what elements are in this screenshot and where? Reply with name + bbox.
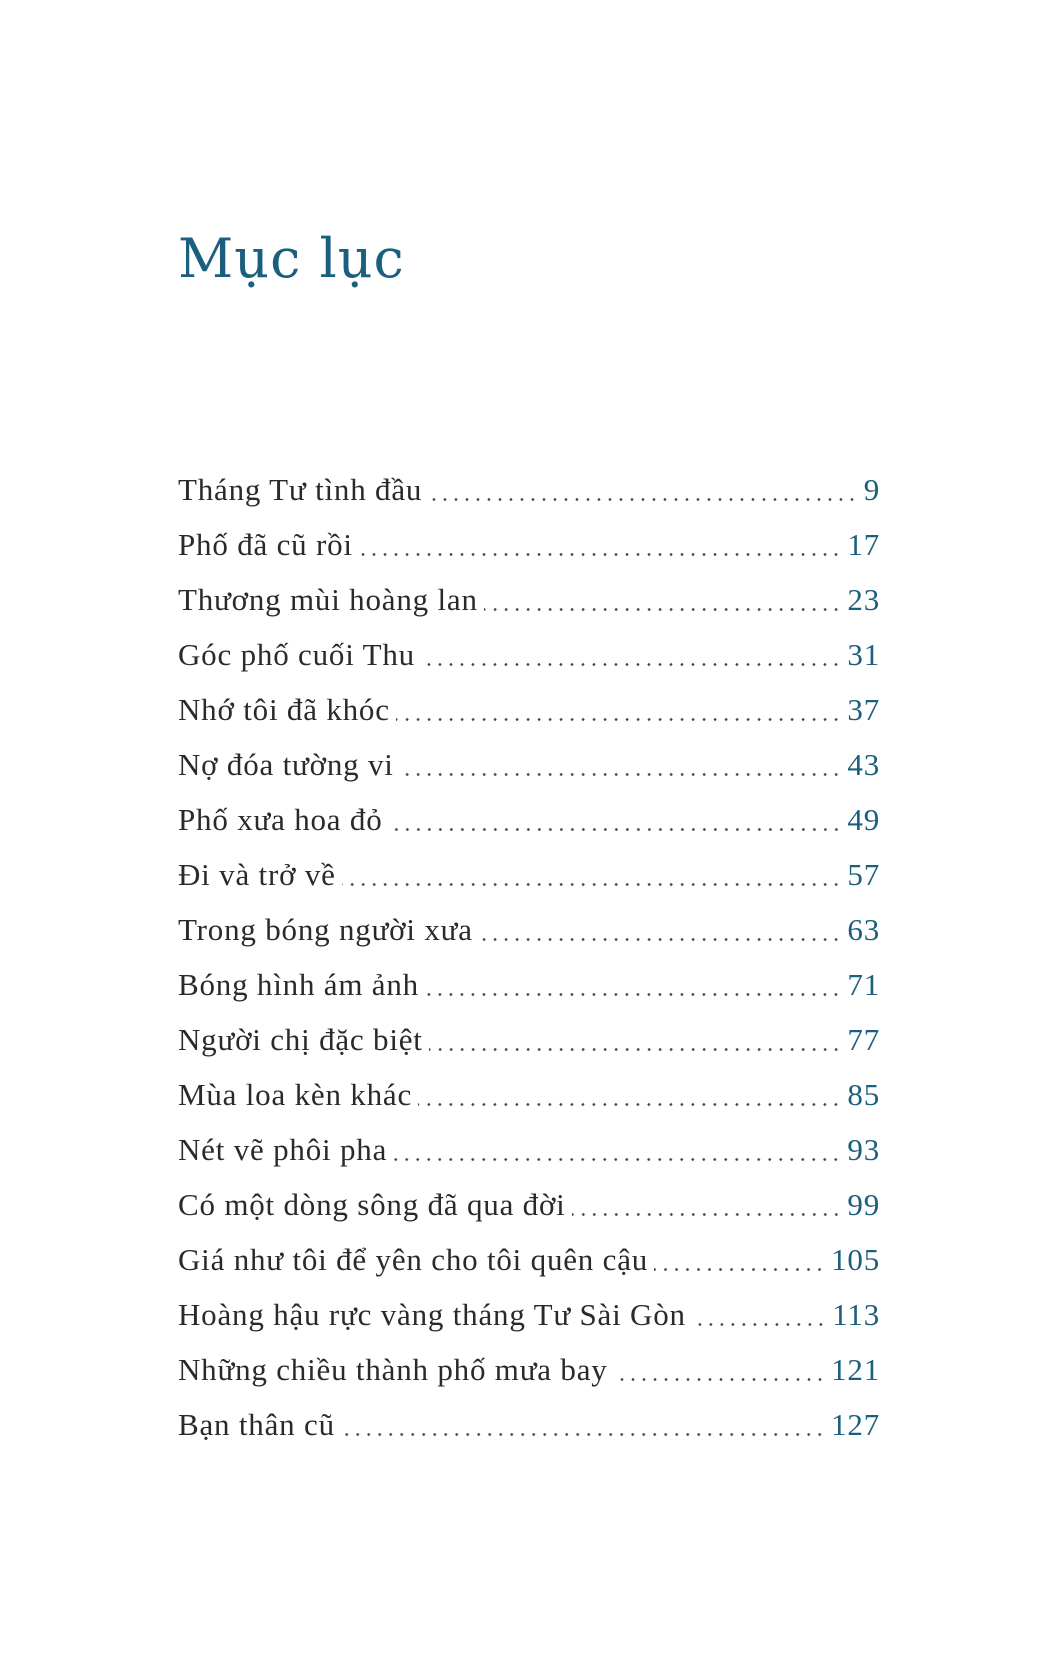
toc-entry (178, 462, 880, 517)
dot-leader (479, 939, 842, 940)
toc-entry (178, 1342, 880, 1397)
toc-entry (178, 957, 880, 1012)
toc-entry (178, 792, 880, 847)
toc-entry-title: Nhớ tôi đã khóc (178, 692, 390, 727)
toc-entry (178, 847, 880, 902)
dot-leader (396, 719, 842, 720)
toc-entry-title: Phố xưa hoa đỏ (178, 802, 383, 837)
toc-entry-title: Người chị đặc biệt (178, 1022, 423, 1057)
toc-entry-page: 23 (847, 582, 880, 617)
toc-entry-title: Hoàng hậu rực vàng tháng Tư Sài Gòn (178, 1297, 686, 1332)
toc-entry-page: 63 (847, 912, 880, 947)
toc-entry-page: 113 (832, 1297, 880, 1332)
dot-leader (359, 554, 842, 555)
toc-entry-page: 121 (831, 1352, 880, 1387)
page-title: Mục lục (178, 227, 405, 290)
toc-entry (178, 1012, 880, 1067)
toc-entry-page: 77 (847, 1022, 880, 1057)
toc-entry (178, 737, 880, 792)
toc-entry-page: 9 (863, 472, 880, 507)
dot-leader (654, 1269, 825, 1270)
toc-entry (178, 1177, 880, 1232)
toc-entry (178, 1397, 880, 1452)
dot-leader (425, 994, 841, 995)
toc-entry-title: Những chiều thành phố mưa bay (178, 1352, 608, 1387)
dot-leader (342, 884, 842, 885)
table-of-contents (178, 462, 880, 1452)
toc-entry-title: Bạn thân cũ (178, 1407, 335, 1442)
toc-entry-title: Thương mùi hoàng lan (178, 582, 478, 617)
toc-entry (178, 1232, 880, 1287)
toc-entry-page: 71 (847, 967, 880, 1002)
dot-leader (389, 829, 842, 830)
toc-entry (178, 1287, 880, 1342)
toc-entry (178, 572, 880, 627)
toc-entry (178, 682, 880, 737)
toc-entry-title: Giá như tôi để yên cho tôi quên cậu (178, 1242, 649, 1277)
toc-entry (178, 902, 880, 957)
toc-entry-title: Nợ đóa tường vi (178, 747, 394, 782)
toc-entry-page: 31 (847, 637, 880, 672)
dot-leader (393, 1159, 841, 1160)
toc-entry-page: 93 (847, 1132, 880, 1167)
toc-entry-page: 85 (847, 1077, 880, 1112)
toc-entry-title: Góc phố cuối Thu (178, 637, 415, 672)
toc-entry-title: Mùa loa kèn khác (178, 1077, 413, 1112)
dot-leader (572, 1214, 842, 1215)
toc-entry-page: 17 (847, 527, 880, 562)
dot-leader (421, 664, 841, 665)
toc-entry-title: Bóng hình ám ảnh (178, 967, 419, 1002)
toc-entry-page: 43 (847, 747, 880, 782)
dot-leader (429, 1049, 842, 1050)
toc-entry (178, 517, 880, 572)
dot-leader (692, 1324, 826, 1325)
toc-entry-page: 127 (831, 1407, 880, 1442)
toc-entry-page: 37 (847, 692, 880, 727)
toc-entry-page: 105 (831, 1242, 880, 1277)
toc-entry-page: 57 (847, 857, 880, 892)
toc-entry (178, 627, 880, 682)
toc-entry-title: Phố đã cũ rồi (178, 527, 353, 562)
dot-leader (428, 499, 857, 500)
dot-leader (341, 1434, 825, 1435)
dot-leader (484, 609, 842, 610)
toc-entry (178, 1067, 880, 1122)
toc-entry-title: Tháng Tư tình đầu (178, 472, 423, 507)
toc-entry-page: 49 (847, 802, 880, 837)
toc-entry-title: Nét vẽ phôi pha (178, 1132, 388, 1167)
dot-leader (418, 1104, 841, 1105)
toc-entry (178, 1122, 880, 1177)
toc-entry-title: Đi và trở về (178, 857, 336, 892)
dot-leader (614, 1379, 826, 1380)
toc-entry-title: Có một dòng sông đã qua đời (178, 1187, 566, 1222)
toc-entry-title: Trong bóng người xưa (178, 912, 473, 947)
dot-leader (400, 774, 842, 775)
toc-entry-page: 99 (847, 1187, 880, 1222)
